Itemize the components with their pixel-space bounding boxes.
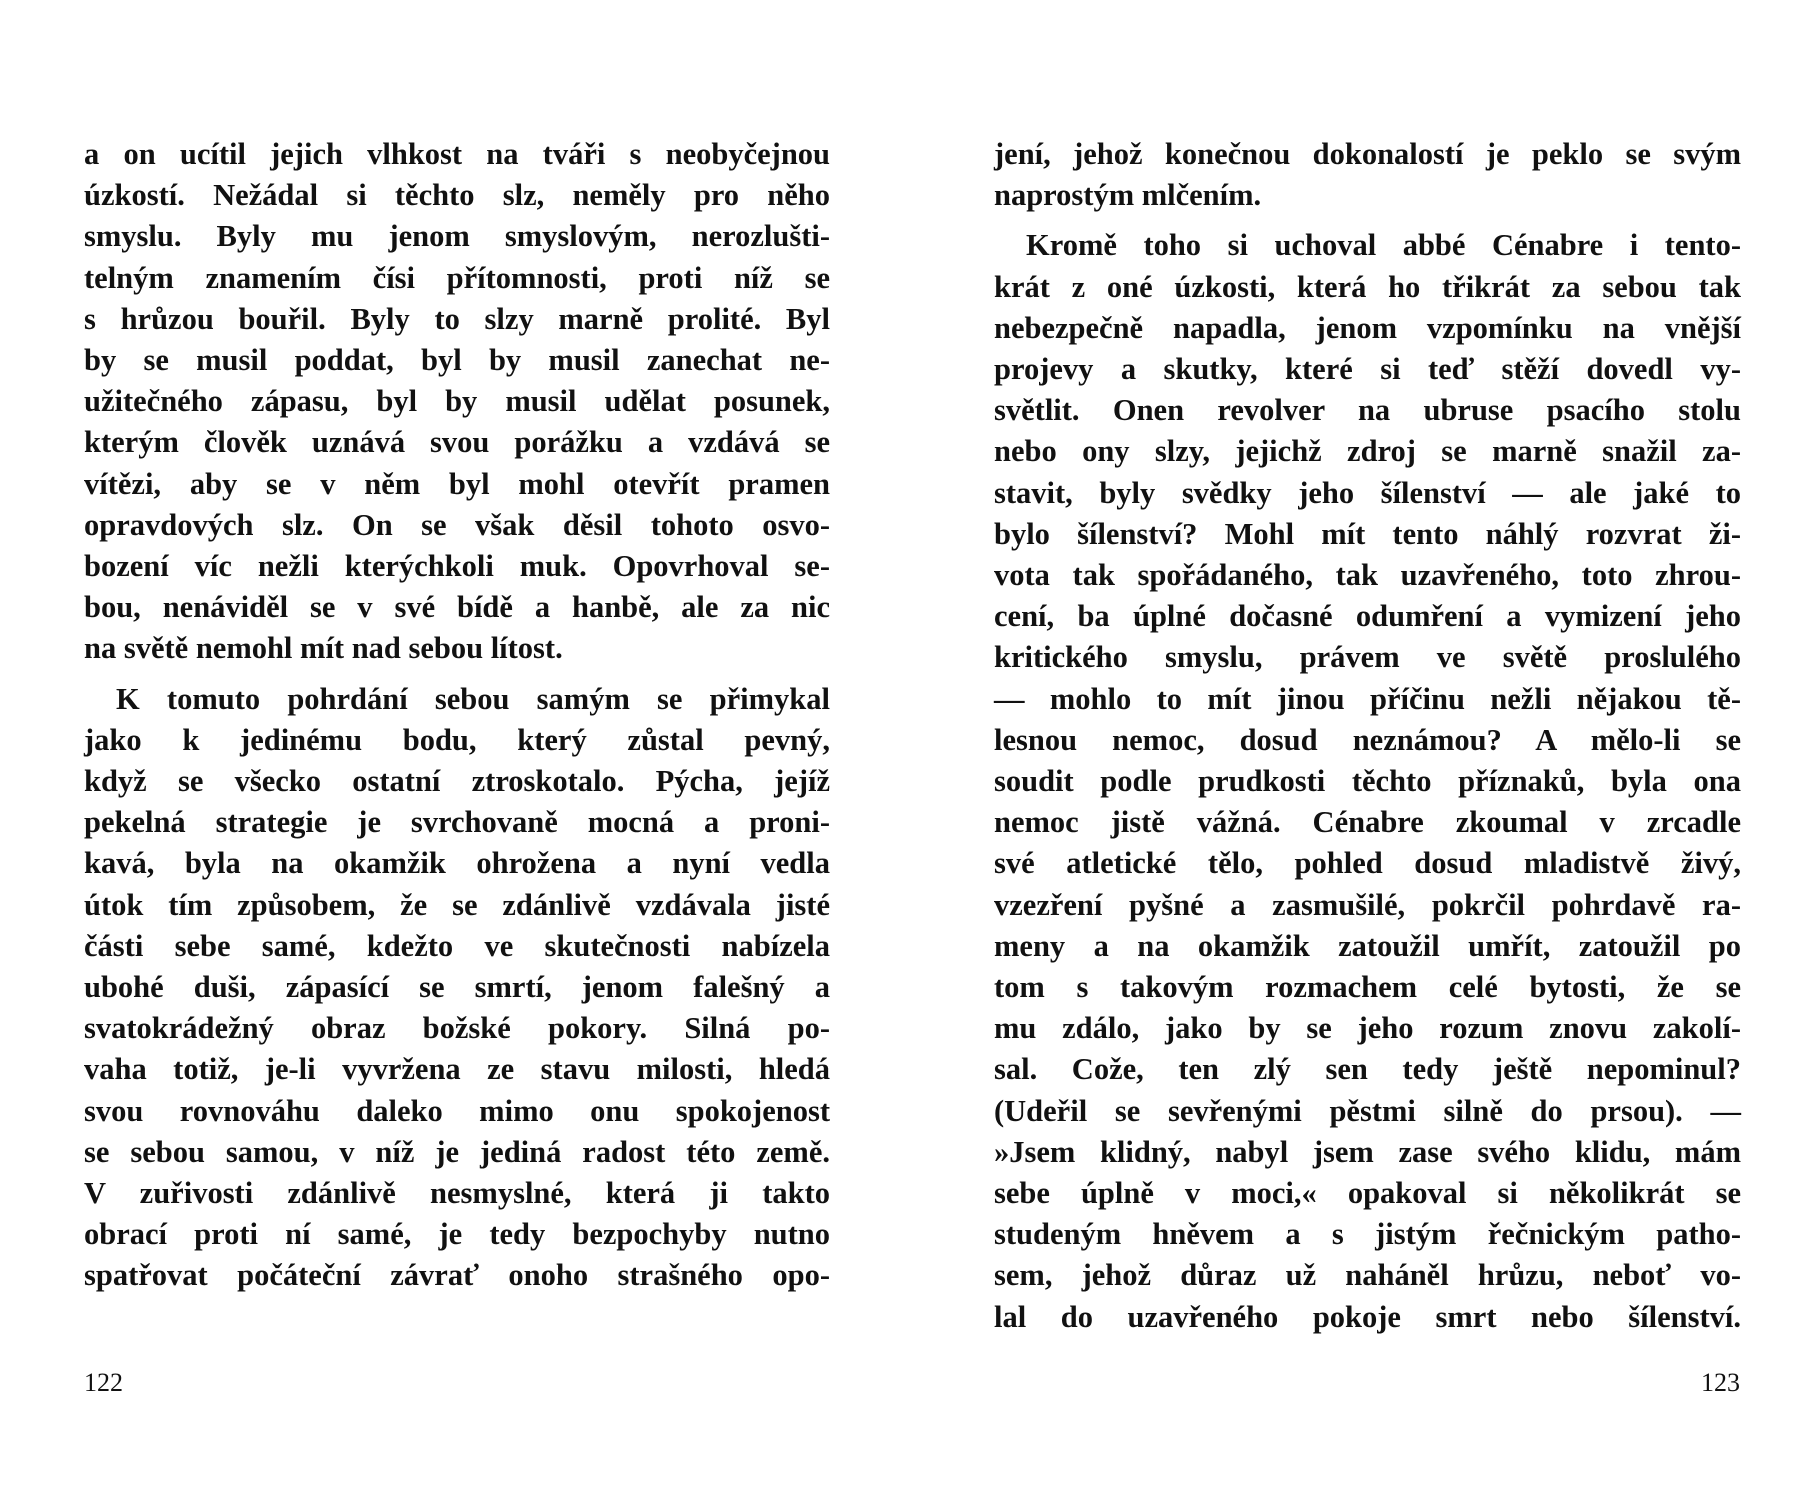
text-line: kavá, byla na okamžik ohrožena a nyní vedla	[84, 846, 830, 881]
text-line: smyslu. Byly mu jenom smyslovým, nerozlušti-	[84, 219, 830, 254]
text-line: nebezpečně napadla, jenom vzpomínku na vnější	[994, 310, 1741, 345]
text-line: vaha totiž, je-li vyvržena ze stavu milosti, hledá	[84, 1052, 830, 1087]
text-line: sem, jehož důraz už naháněl hrůzu, neboť vo-	[994, 1258, 1741, 1293]
paragraph	[994, 134, 1741, 216]
text-line: projevy a skutky, které si teď stěží dovedl vy-	[994, 352, 1741, 387]
text-line: soudit podle prudkosti těchto příznaků, byla ona	[994, 764, 1741, 799]
text-line: ubohé duši, zápasící se smrtí, jenom falešný a	[84, 970, 830, 1005]
text-line: jení, jehož konečnou dokonalostí je peklo se svým	[994, 137, 1741, 171]
text-line: úzkostí. Nežádal si těchto slz, neměly pro něho	[84, 178, 830, 213]
paragraph	[84, 679, 830, 1297]
text-line: stavit, byly svědky jeho šílenství — ale jaké to	[994, 475, 1741, 510]
text-line: lesnou nemoc, dosud neznámou? A mělo-li se	[994, 722, 1741, 757]
text-line: opravdových slz. On se však děsil tohoto osvo-	[84, 507, 830, 542]
text-line: bou, nenáviděl se v své bídě a hanbě, ale za nic	[84, 590, 830, 625]
text-line: bylo šílenství? Mohl mít tento náhlý rozvrat ži-	[994, 516, 1741, 551]
text-line: nebo ony slzy, jejichž zdroj se marně snažil za-	[994, 434, 1741, 469]
text-line: se sebou samou, v níž je jediná radost této země.	[84, 1134, 830, 1169]
text-line: obrací proti ní samé, je tedy bezpochyby nutno	[84, 1217, 830, 1252]
text-line: lal do uzavřeného pokoje smrt nebo šílenství.	[994, 1299, 1741, 1334]
text-line: Kromě toho si uchoval abbé Cénabre i tento-	[1026, 228, 1741, 263]
text-line: by se musil poddat, byl by musil zanechat ne-	[84, 343, 830, 378]
text-line: cení, ba úplné dočasné odumření a vymizení jeho	[994, 599, 1741, 634]
text-line: své atletické tělo, pohled dosud mladistvě živý,	[994, 846, 1741, 881]
text-line: vota tak spořádaného, tak uzavřeného, toto zhrou-	[994, 558, 1741, 593]
text-line: svatokrádežný obraz božské pokory. Silná po-	[84, 1011, 830, 1046]
text-line: vítězi, aby se v něm byl mohl otevřít pramen	[84, 466, 830, 501]
text-line: s hrůzou bouřil. Byly to slzy marně prolité. Byl	[84, 301, 830, 336]
text-line: vzezření pyšné a zasmušilé, pokrčil pohrdavě ra-	[994, 887, 1741, 922]
text-line: »Jsem klidný, nabyl jsem zase svého klidu, mám	[994, 1134, 1741, 1169]
paragraph	[84, 134, 830, 670]
text-line: světlit. Onen revolver na ubruse psacího stolu	[994, 393, 1741, 428]
text-line: K tomuto pohrdání sebou samým se přimykal	[116, 681, 830, 716]
text-line: krát z oné úzkosti, která ho třikrát za sebou tak	[994, 269, 1741, 304]
text-line: když se všecko ostatní ztroskotalo. Pýcha, jejíž	[84, 764, 830, 799]
text-line: a on ucítil jejich vlhkost na tváři s neobyčejnou	[84, 137, 830, 171]
text-line: (Udeřil se sevřenými pěstmi silně do prsou). —	[994, 1093, 1741, 1128]
text-line: na světě nemohl mít nad sebou lítost.	[84, 631, 563, 666]
text-line: spatřovat počáteční závrať onoho strašného opo-	[84, 1258, 830, 1293]
text-line: meny a na okamžik zatoužil umřít, zatoužil po	[994, 928, 1741, 963]
text-line: útok tím způsobem, že se zdánlivě vzdávala jisté	[84, 887, 830, 922]
page-number: 123	[1701, 1368, 1740, 1397]
right-page-text	[994, 134, 1741, 1338]
right-page	[906, 0, 1812, 1500]
text-line: nemoc jistě vážná. Cénabre zkoumal v zrcadle	[994, 805, 1741, 840]
text-line: pekelná strategie je svrchovaně mocná a proni-	[84, 805, 830, 840]
text-line: svou rovnováhu daleko mimo onu spokojenost	[84, 1093, 830, 1128]
text-line: užitečného zápasu, byl by musil udělat posunek,	[84, 384, 830, 419]
text-line: studeným hněvem a s jistým řečnickým patho-	[994, 1217, 1741, 1252]
text-line: části sebe samé, kdežto ve skutečnosti nabízela	[84, 928, 830, 963]
paragraph	[994, 225, 1741, 1337]
text-line: sal. Cože, ten zlý sen tedy ještě nepominul?	[994, 1052, 1741, 1087]
text-line: mu zdálo, jako by se jeho rozum znovu zakolí-	[994, 1011, 1741, 1046]
text-line: telným znamením čísi přítomnosti, proti níž se	[84, 260, 830, 295]
page-number: 122	[84, 1368, 123, 1397]
text-line: bození víc nežli kterýchkoli muk. Opovrhoval se-	[84, 549, 830, 584]
text-line: tom s takovým rozmachem celé bytosti, že se	[994, 970, 1741, 1005]
text-line: — mohlo to mít jinou příčinu nežli nějakou tě-	[994, 681, 1741, 716]
text-line: V zuřivosti zdánlivě nesmyslné, která ji takto	[84, 1176, 830, 1211]
text-line: jako k jedinému bodu, který zůstal pevný,	[84, 722, 830, 757]
text-line: sebe úplně v moci,« opakoval si několikrát se	[994, 1176, 1741, 1211]
text-line: naprostým mlčením.	[994, 178, 1262, 213]
left-page-text	[84, 134, 830, 1297]
text-line: kterým člověk uznává svou porážku a vzdává se	[84, 425, 830, 460]
text-line: kritického smyslu, právem ve světě proslulého	[994, 640, 1741, 675]
